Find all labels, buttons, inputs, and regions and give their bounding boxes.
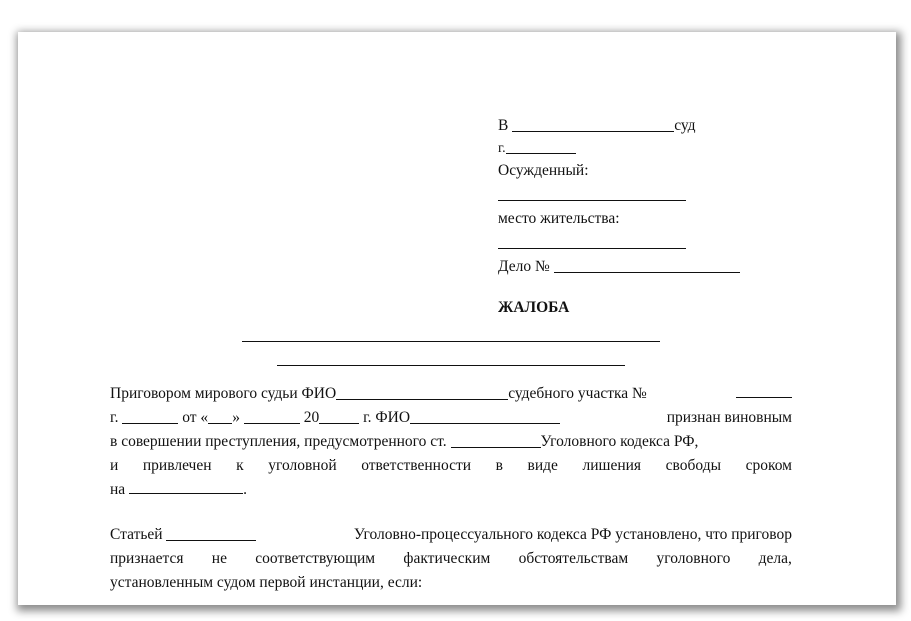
para1-row-4: [110, 454, 792, 478]
text-fragment: 20: [303, 409, 320, 426]
word: свободы: [665, 457, 721, 474]
city-line: [498, 138, 828, 159]
word: в: [495, 457, 503, 474]
word: и: [110, 457, 119, 474]
document-page: [18, 32, 896, 605]
para1-row-2: [110, 406, 792, 430]
word: уголовного: [656, 550, 731, 567]
case-blank: [554, 257, 740, 273]
word: виде: [527, 457, 558, 474]
text-fragment: от «: [182, 409, 209, 426]
para2-row-2: [110, 547, 792, 571]
convicted-label: Осужденный:: [498, 162, 589, 179]
text-fragment: Уголовного кодекса РФ,: [540, 433, 699, 450]
word: не: [211, 550, 227, 567]
text-fragment: признан виновным: [666, 409, 792, 426]
year-blank: [319, 408, 359, 424]
word: фактическим: [403, 550, 491, 567]
word: привлечен: [142, 457, 212, 474]
word: обстоятельствам: [518, 550, 629, 567]
document-title: ЖАЛОБА: [498, 299, 570, 316]
article-blank: [451, 432, 541, 448]
text-fragment: Приговором мирового судьи ФИО: [110, 385, 337, 402]
text-fragment: г.: [110, 409, 119, 426]
paragraph-article: [110, 523, 792, 595]
court-blank: [512, 116, 674, 132]
city-blank: [506, 138, 576, 154]
text-fragment: установленным судом первой инстанции, если:: [110, 574, 423, 591]
text-fragment: в совершении преступления, предусмотренного ст.: [110, 433, 447, 450]
fio-blank: [336, 384, 508, 400]
blank-rule: [277, 365, 625, 366]
word: уголовной: [268, 457, 337, 474]
word: сроком: [745, 457, 792, 474]
residence-blank: [498, 231, 686, 249]
paragraph-sentence: [110, 382, 792, 502]
blank-rule: [242, 341, 660, 342]
month-blank: [244, 408, 300, 424]
para1-row-3: [110, 430, 792, 454]
text-fragment: судебного участка №: [508, 385, 647, 402]
residence-line: [498, 231, 828, 255]
court-line: [498, 114, 828, 138]
word: признается: [110, 550, 184, 567]
para2-row-1: [110, 523, 792, 547]
text-fragment: Уголовно-процессуального кодекса РФ установлено, что приговор: [353, 526, 792, 543]
city-prefix: г.: [498, 141, 506, 156]
convicted-line: [498, 183, 828, 207]
court-prefix: В: [498, 117, 509, 134]
fio-blank: [410, 408, 560, 424]
convicted-blank: [498, 183, 686, 201]
article-blank: [166, 525, 256, 541]
word: дела,: [758, 550, 792, 567]
term-blank: [129, 478, 243, 494]
document-body: [18, 32, 896, 605]
text-fragment: »: [232, 409, 240, 426]
addressee-block: [498, 114, 828, 279]
text-fragment: на: [110, 481, 126, 498]
case-label: Дело №: [498, 258, 550, 275]
word: ответственности: [361, 457, 472, 474]
district-number-blank: [736, 382, 792, 398]
word: соответствующим: [255, 550, 376, 567]
text-fragment: .: [243, 481, 247, 498]
word: лишения: [582, 457, 642, 474]
case-line: [498, 255, 828, 279]
residence-label: место жительства:: [498, 210, 620, 227]
text-fragment: г. ФИО: [363, 409, 411, 426]
text-fragment: Статьей: [110, 526, 163, 543]
para2-row-3: [110, 571, 792, 595]
city-blank: [122, 408, 178, 424]
para1-row-1: [110, 382, 792, 406]
para1-row-5: [110, 478, 792, 502]
court-suffix: суд: [674, 117, 696, 134]
day-blank: [208, 408, 232, 424]
word: к: [236, 457, 244, 474]
